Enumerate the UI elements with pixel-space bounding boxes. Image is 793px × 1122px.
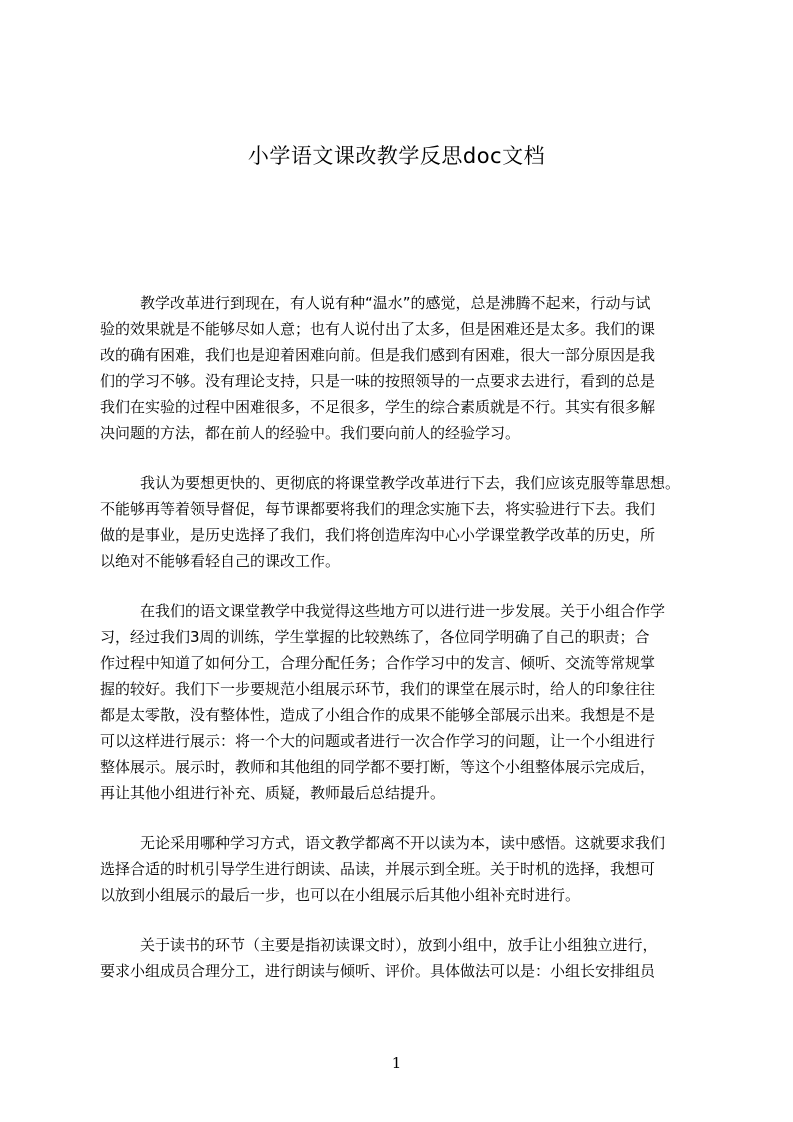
paragraph-5 [100,932,712,984]
paragraph-line: 做的是事业，是历史选择了我们，我们将创造库沟中心小学课堂教学改革的历史，所 [100,526,656,544]
paragraph-line: 都是太零散，没有整体性，造成了小组合作的成果不能够全部展示出来。我想是不是 [100,706,656,724]
document-title: 小学语文课改教学反思doc文档 [247,144,546,168]
paragraph-line: 我认为要想更快的、更彻底的将课堂教学改革进行下去，我们应该克服等靠思想。 [140,474,681,492]
paragraph-line: 无论采用哪种学习方式，语文教学都离不开以读为本，读中感悟。这就要求我们 [140,834,666,852]
paragraph-line: 整体展示。展示时，教师和其他组的同学都不要打断，等这个小组整体展示完成后， [100,758,656,776]
paragraph-line: 再让其他小组进行补充、质疑，教师最后总结提升。 [100,784,446,802]
paragraph-line: 决问题的方法，都在前人的经验中。我们要向前人的经验学习。 [100,424,521,442]
paragraph-line: 握的较好。我们下一步要规范小组展示环节，我们的课堂在展示时，给人的印象往往 [100,680,656,698]
paragraph-line: 不能够再等着领导督促，每节课都要将我们的理念实施下去，将实验进行下去。我们 [100,500,656,518]
paragraph-3 [100,598,712,806]
paragraph-line: 习，经过我们3周的训练，学生掌握的比较熟练了，各位同学明确了自己的职责；合 [100,628,650,646]
paragraph-line: 在我们的语文课堂教学中我觉得这些地方可以进行进一步发展。关于小组合作学 [140,602,666,620]
paragraph-line: 可以这样进行展示：将一个大的问题或者进行一次合作学习的问题，让一个小组进行 [100,732,656,750]
paragraph-line: 要求小组成员合理分工，进行朗读与倾听、评价。具体做法可以是：小组长安排组员 [100,962,656,980]
paragraph-line: 教学改革进行到现在，有人说有种“温水”的感觉，总是沸腾不起来，行动与试 [140,294,651,312]
paragraph-line: 作过程中知道了如何分工，合理分配任务；合作学习中的发言、倾听、交流等常规掌 [100,654,656,672]
paragraph-line: 们的学习不够。没有理论支持，只是一味的按照领导的一点要求去进行，看到的总是 [100,372,656,390]
paragraph-2 [100,470,712,574]
paragraph-line: 选择合适的时机引导学生进行朗读、品读，并展示到全班。关于时机的选择，我想可 [100,860,656,878]
paragraph-line: 验的效果就是不能够尽如人意；也有人说付出了太多，但是困难还是太多。我们的课 [100,320,656,338]
paragraph-line: 改的确有困难，我们也是迎着困难向前。但是我们感到有困难，很大一部分原因是我 [100,346,656,364]
paragraph-line: 关于读书的环节（主要是指初读课文时），放到小组中，放手让小组独立进行， [140,936,658,954]
paragraph-1 [100,290,712,446]
page-number: 1 [391,1054,402,1072]
document-body [100,290,712,1008]
paragraph-4 [100,830,712,908]
paragraph-line: 以放到小组展示的最后一步，也可以在小组展示后其他小组补充时进行。 [100,886,581,904]
paragraph-line: 以绝对不能够看轻自己的课改工作。 [100,552,341,570]
paragraph-line: 我们在实验的过程中困难很多，不足很多，学生的综合素质就是不行。其实有很多解 [100,398,656,416]
